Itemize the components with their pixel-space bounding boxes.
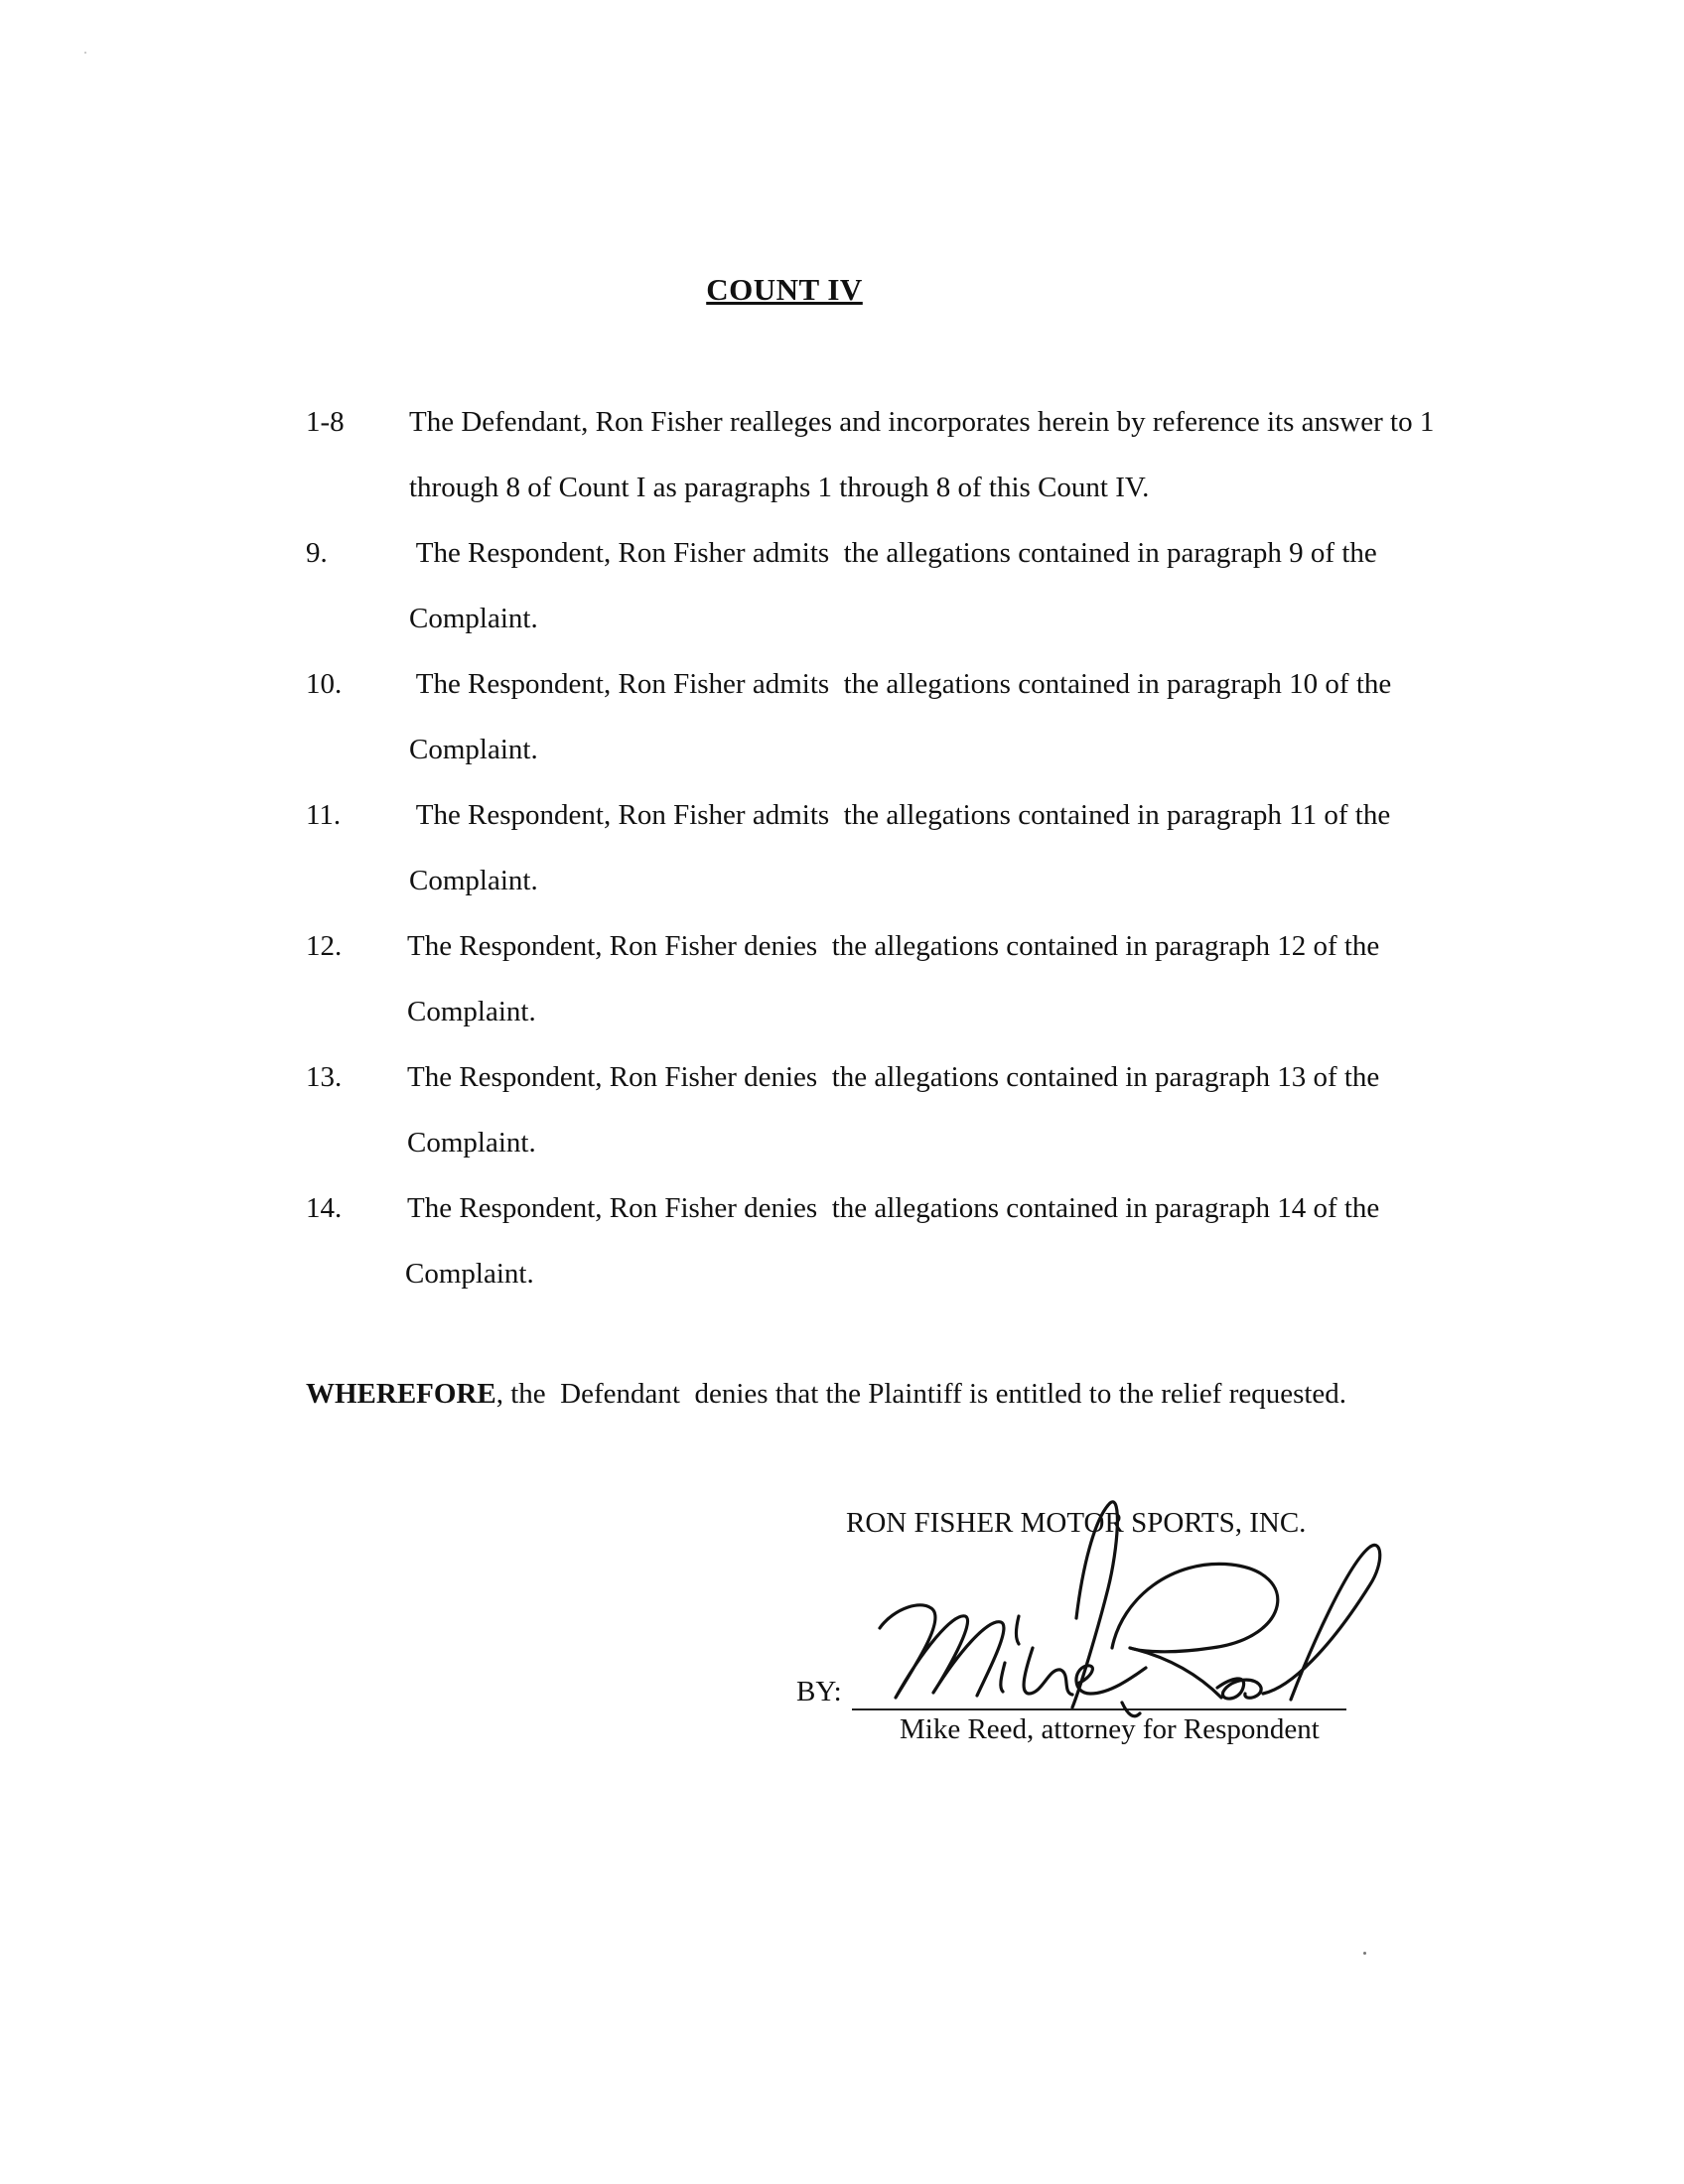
paragraph-number: 11. xyxy=(306,799,342,831)
company-name: RON FISHER MOTOR SPORTS, INC. xyxy=(846,1507,1307,1539)
page-title: COUNT IV xyxy=(706,272,863,307)
paragraph-line: The Respondent, Ron Fisher admits the allegations contained in paragraph 9 of the xyxy=(409,537,1377,569)
paragraph-line: The Respondent, Ron Fisher admits the allegations contained in paragraph 11 of the xyxy=(409,799,1391,831)
signature-icon xyxy=(874,1489,1390,1747)
scan-speck xyxy=(1363,1952,1366,1955)
paragraph-number: 14. xyxy=(306,1192,343,1224)
paragraph-line: Complaint. xyxy=(409,603,538,634)
paragraph-line: through 8 of Count I as paragraphs 1 through 8 of this Count IV. xyxy=(409,472,1150,503)
paragraph-line: Complaint. xyxy=(409,865,538,896)
wherefore-lead: WHEREFORE xyxy=(306,1378,496,1410)
paragraph-number: 9. xyxy=(306,537,328,569)
by-label: BY: xyxy=(796,1676,842,1707)
wherefore-text: , the Defendant denies that the Plaintiff is entitled to the relief requested. xyxy=(495,1378,1347,1410)
paragraph-line: Complaint. xyxy=(407,1127,536,1159)
wherefore-clause xyxy=(306,1378,1346,1411)
paragraph-number: 12. xyxy=(306,930,343,962)
signer-name: Mike Reed, attorney for Respondent xyxy=(900,1713,1320,1745)
paragraph-line: The Respondent, Ron Fisher denies the allegations contained in paragraph 14 of the xyxy=(407,1192,1380,1224)
paragraph-line: The Respondent, Ron Fisher admits the allegations contained in paragraph 10 of the xyxy=(409,668,1392,700)
paragraph-line: The Respondent, Ron Fisher denies the allegations contained in paragraph 13 of the xyxy=(407,1061,1380,1093)
paragraph-number: 13. xyxy=(306,1061,343,1093)
paragraph-line: Complaint. xyxy=(409,734,538,765)
paragraph-line: Complaint. xyxy=(405,1258,534,1290)
paragraph-line: The Defendant, Ron Fisher realleges and incorporates herein by reference its answer to 1 xyxy=(409,406,1435,438)
paragraph-number: 1-8 xyxy=(306,406,345,438)
paragraph-line: The Respondent, Ron Fisher denies the allegations contained in paragraph 12 of the xyxy=(407,930,1380,962)
paragraph-line: Complaint. xyxy=(407,996,536,1027)
scan-speck xyxy=(84,52,86,54)
paragraph-number: 10. xyxy=(306,668,343,700)
